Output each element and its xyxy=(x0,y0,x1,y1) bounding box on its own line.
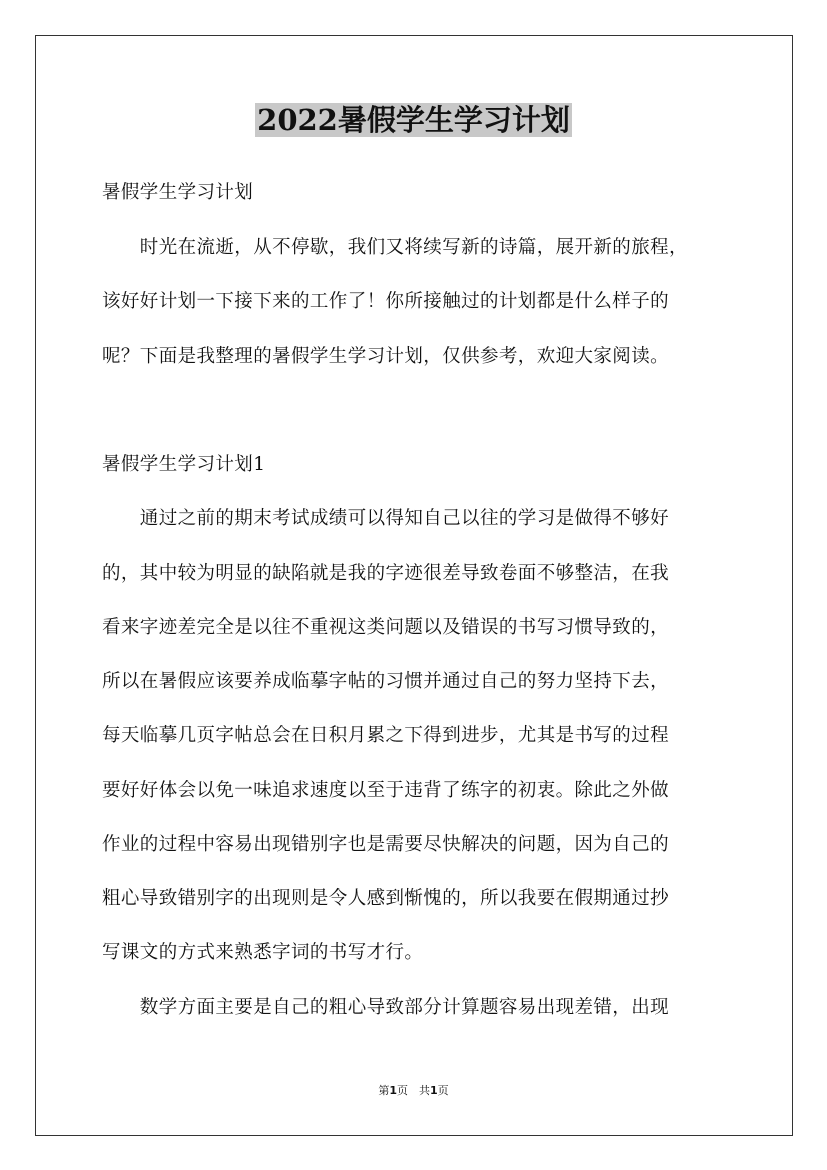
page-total: 1 xyxy=(430,1084,438,1097)
body-line: 时光在流逝，从不停歇，我们又将续写新的诗篇，展开新的旅程， xyxy=(102,237,688,258)
body-line: 通过之前的期末考试成绩可以得知自己以往的学习是做得不够好 xyxy=(102,508,670,529)
body-line: 所以在暑假应该要养成临摹字帖的习惯并通过自己的努力坚持下去， xyxy=(102,671,670,692)
body-line: 作业的过程中容易出现错别字也是需要尽快解决的问题，因为自己的 xyxy=(102,834,670,855)
section-heading: 暑假学生学习计划1 xyxy=(102,454,266,475)
subtitle-line: 暑假学生学习计划 xyxy=(102,182,254,203)
body-line: 的，其中较为明显的缺陷就是我的字迹很差导致卷面不够整洁，在我 xyxy=(102,563,670,584)
body-line: 数学方面主要是自己的粗心导致部分计算题容易出现差错，出现 xyxy=(102,997,670,1018)
body-line: 写课文的方式来熟悉字词的书写才行。 xyxy=(102,942,424,963)
document-title: 2022暑假学生学习计划 xyxy=(257,103,570,137)
body-line: 要好好体会以免一味追求速度以至于违背了练字的初衷。除此之外做 xyxy=(102,780,670,801)
body-line: 呢？下面是我整理的暑假学生学习计划，仅供参考，欢迎大家阅读。 xyxy=(102,346,670,367)
body-line: 每天临摹几页字帖总会在日积月累之下得到进步，尤其是书写的过程 xyxy=(102,725,670,746)
body-line: 该好好计划一下接下来的工作了！你所接触过的计划都是什么样子的 xyxy=(102,291,670,312)
page-footer: 第1页 共1页 xyxy=(378,1084,449,1097)
body-line: 看来字迹差完全是以往不重视这类问题以及错误的书写习惯导致的， xyxy=(102,617,670,638)
body-line: 粗心导致错别字的出现则是令人感到惭愧的，所以我要在假期通过抄 xyxy=(102,888,670,909)
page-number: 1 xyxy=(389,1084,397,1097)
